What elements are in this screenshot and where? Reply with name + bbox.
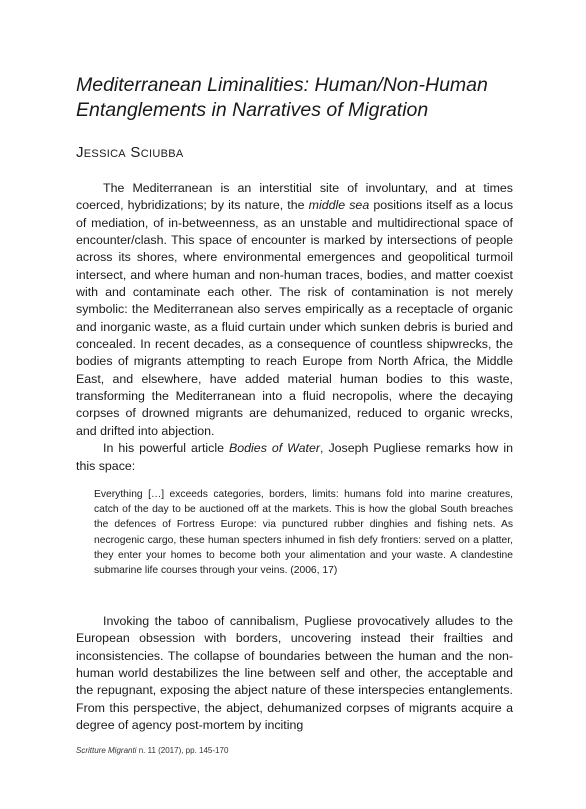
emphasis-text: Bodies of Water — [229, 441, 321, 456]
block-quote: Everything […] exceeds categories, borders, limits: humans fold into marine creatures, catch of the day to be auctioned off at the markets. This is how the global South breaches the defences of Fortress Europe: via punctured rubber dinghies and fishing nets. As necrogenic cargo, these human specters inhumed in fish defy frontiers: served on a platter, they enter your homes to become both your alimentation and your waste. A clandestine submarine life courses through your veins. (2006, 17) — [94, 489, 513, 577]
article-body — [76, 180, 513, 475]
journal-details: n. 11 (2017), pp. 145-170 — [136, 746, 229, 755]
paragraph-text: , Joseph Pugliese remarks how in this space: — [76, 441, 513, 473]
paragraph — [76, 180, 513, 440]
paragraph: Invoking the taboo of cannibalism, Pugliese provocatively alludes to the European obsession with borders, uncovering instead their frailties and inconsistencies. The collapse of boundaries between the human and the non-human world destabilizes the line between self and other, the acceptable and the repugnant, exposing the abject nature of these interspecies entanglements. From this perspective, the abject, dehumanized corpses of migrants acquire a degree of agency post-mortem by inciting — [76, 614, 513, 733]
paragraph-text: positions itself as a locus of mediation, of in-betweenness, as an unstable and multidirectional space of encounter/clash. This space of encounter is marked by intersections of people across its shores, where environmental emergences and geopolitical turmoil intersect, and where human and non-human traces, bodies, and matter coexist with and contaminate each other. The risk of contamination is not merely symbolic: the Mediterranean also serves empirically as a receptacle of organic and inorganic waste, as a fluid curtain under which sunken debris is buried and concealed. In recent decades, as a consequence of countless shipwrecks, the bodies of migrants attempting to reach Europe from North Africa, the Middle East, and elsewhere, have added material human bodies to this waste, transforming the Mediterranean into a fluid necropolis, where the decaying corpses of drowned migrants are dehumanized, reduced to organic wrecks, and drifted into abjection. — [76, 198, 514, 438]
paragraph-text: The Mediterranean is an interstitial site of involuntary, and at times coerced, hybridizations; by its nature, the — [76, 181, 513, 213]
page-footer — [76, 746, 516, 756]
emphasis-text: middle sea — [308, 198, 370, 213]
article-author: Jessica Sciubba — [76, 144, 184, 161]
article-title: Mediterranean Liminalities: Human/Non-Human Entanglements in Narratives of Migration — [76, 74, 488, 121]
paragraph-text: In his powerful article — [103, 441, 229, 456]
journal-name: Scritture Migranti — [76, 746, 137, 755]
article-body-continued — [76, 613, 513, 734]
paragraph — [76, 440, 513, 475]
